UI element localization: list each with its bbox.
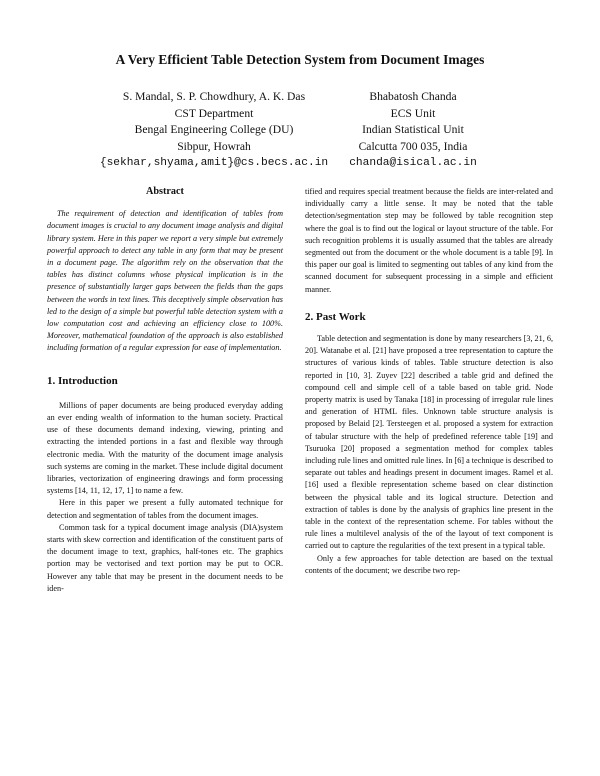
left-column <box>47 186 283 595</box>
abstract-heading: Abstract <box>146 186 184 197</box>
author-email: {sekhar,shyama,amit}@cs.becs.ac.in <box>99 157 329 169</box>
author-city: Calcutta 700 035, India <box>358 139 468 153</box>
author-department: CST Department <box>174 106 254 120</box>
paragraph: Common task for a typical document image analysis (DIA)system starts with skew correction and identification of the constituent parts of the document image to text, graphics, half-tones etc. The graphics portion may be vectorised and text portion may be put to OCR. However any table that may be present in the document needs to be iden- <box>47 522 283 593</box>
author-group-left <box>98 89 330 172</box>
abstract <box>47 208 283 354</box>
author-email: chanda@isical.ac.in <box>349 157 477 169</box>
paragraph: Millions of paper documents are being produced everyday adding an ever ending wealth of information to the human society. Practical use of these documents demand indexing, viewing, printing and extracting the intended portions in a fast and flexible way through electronic media. With the maturity of the document image analysis such systems are coming in the market. These include digital document libraries, vectorization of engineering drawings and form processing systems [14, 11, 12, 17, 1] to name a few. <box>47 400 283 496</box>
paragraph: Table detection and segmentation is done by many researchers [3, 21, 6, 20]. Watanabe et al. [21] have proposed a tree representation to capture the structures of various kinds of tables. Table structure detection is also reported in [10, 3]. Zuyev [22] described a table grid and defined the compound cell and simple cell of a table based on table grid. Node property matrix is used by Tanaka [18] in processing of irregular rule lines and generation of HTML files. Unknown table structure analysis is proposed by Belaid [2]. Tersteegen et al. proposed a system for extraction of tabular structure with the help of predefined reference table [19] and Tsuruoka [20] proposed a segmentation method for complex tables including rule lines and omitted rule lines. In [6] a technique is described to separate out tables and headings present in document images. Ramel et al. [16] used a flexible representation scheme based on clear distinction between the physical table and its logical structure. Detection and extraction of tables is done by the analysis of graphics line present in the table in the context of the representation scheme. For tables without the rule lines a multilevel analysis of the of the layout of text component is carried out to capture the regularities of the text present in a typical table. <box>305 334 553 551</box>
author-names: S. Mandal, S. P. Chowdhury, A. K. Das <box>122 90 306 103</box>
author-city: Sibpur, Howrah <box>177 139 251 153</box>
section-heading-introduction: 1. Introduction <box>47 374 118 387</box>
paragraph: Only a few approaches for table detection are based on the textual contents of the document; we describe two rep- <box>305 553 553 575</box>
right-column <box>305 186 553 577</box>
author-names: Bhabatosh Chanda <box>369 90 457 103</box>
paragraph: Here in this paper we present a fully automated technique for detection and segmentation of tables from the document images. <box>47 498 283 520</box>
author-institution: Indian Statistical Unit <box>362 123 464 136</box>
author-institution: Bengal Engineering College (DU) <box>134 123 294 136</box>
section-heading-past-work: 2. Past Work <box>305 310 366 323</box>
paragraph: tified and requires special treatment because the fields are inter-related and individually carry a little sense. It may be noted that the table detection/segmentation step may be followed by table recognition step where the goal is to find out the logical or layout structure of the table. For such recognition problems it is usually assumed that the tables are already segmented out from the document or the whole document is a table [9]. In this paper our goal is limited to segmenting out tables of any kind from the scanned document for subsequent processing in a simple and efficient manner. <box>305 187 553 294</box>
paper-title: A Very Efficient Table Detection System from Document Images <box>115 52 485 67</box>
author-department: ECS Unit <box>390 106 436 120</box>
author-group-right <box>340 89 486 172</box>
abstract-text: The requirement of detection and identification of tables from document images is crucial to any document image analysis and digital library system. Here in this paper we report a very simple but extremely powerful approach to detect any table in any form that may be present in a document page. The algorithm rely on the observation that the tables has distinct columns whose physical implication is in the presence of substantially larger gaps between the fields than the gaps between the words in text lines. This deceptively simple observation has led to the design of a simple but powerful table detection system with a low computation cost and achieving an efficiency close to 100%. Moreover, mathematical foundation of the approach is also established including formation of a regular expression for ease of implementation. <box>47 209 283 353</box>
